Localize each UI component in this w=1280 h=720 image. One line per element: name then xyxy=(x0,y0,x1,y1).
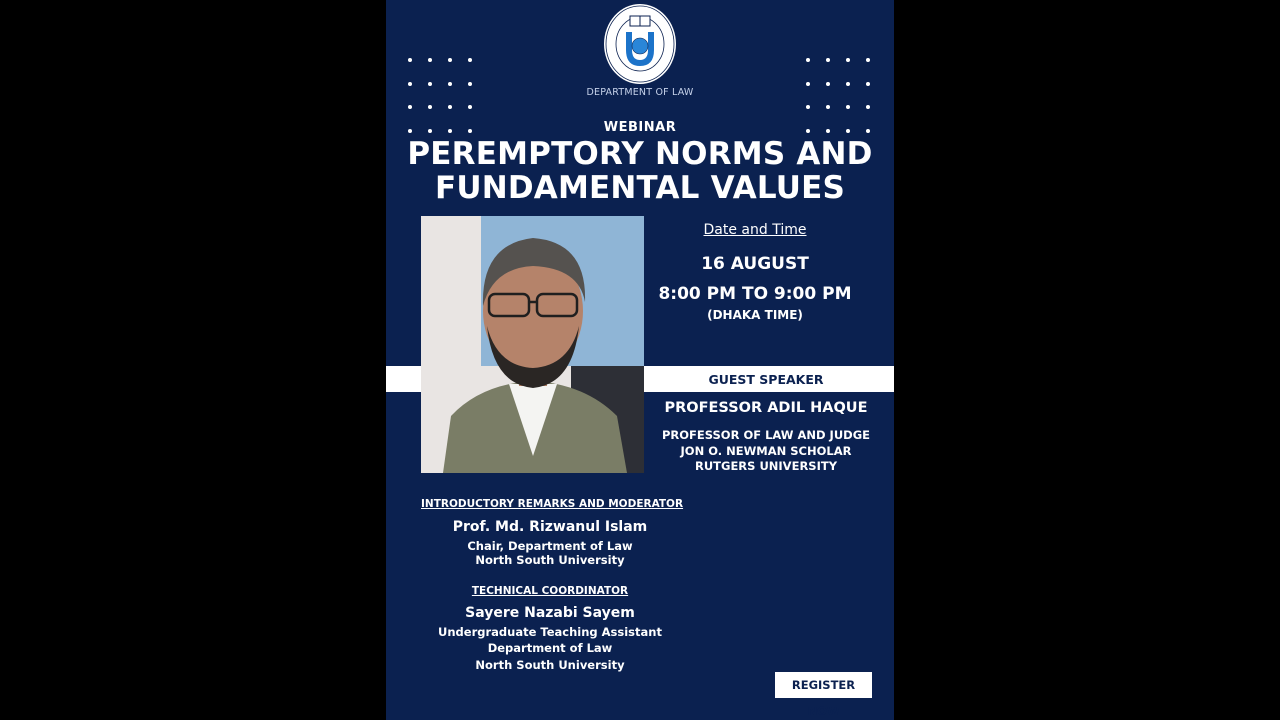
event-date: 16 AUGUST xyxy=(701,254,809,274)
event-type: WEBINAR xyxy=(603,120,677,135)
university-logo xyxy=(602,2,678,86)
guest-speaker-title-line: RUTGERS UNIVERSITY xyxy=(694,459,838,473)
moderator-info-line: Chair, Department of Law xyxy=(467,539,633,553)
event-time: 8:00 PM TO 9:00 PM xyxy=(658,284,852,304)
title-line-2: FUNDAMENTAL VALUES xyxy=(434,170,846,206)
coordinator-info-line: North South University xyxy=(475,658,625,672)
coordinator-info-line: Department of Law xyxy=(487,641,613,655)
coordinator-info-line: Undergraduate Teaching Assistant xyxy=(438,625,662,639)
coordinator-name: Sayere Nazabi Sayem xyxy=(465,605,635,621)
guest-speaker-label: GUEST SPEAKER xyxy=(708,372,824,387)
date-time-label: Date and Time xyxy=(703,222,807,238)
register-now-button[interactable]: REGISTER NOW xyxy=(775,672,872,698)
webinar-poster xyxy=(386,0,894,720)
moderator-info-line: North South University xyxy=(475,553,625,567)
title-line-1: PEREMPTORY NORMS AND xyxy=(407,136,873,172)
coordinator-label: TECHNICAL COORDINATOR xyxy=(471,585,629,597)
guest-speaker-title-line: JON O. NEWMAN SCHOLAR xyxy=(680,444,852,458)
event-timezone: (DHAKA TIME) xyxy=(707,308,803,322)
moderator-name: Prof. Md. Rizwanul Islam xyxy=(452,519,648,535)
webinar-title xyxy=(386,137,894,205)
department-label: DEPARTMENT OF LAW xyxy=(586,87,694,98)
speaker-photo xyxy=(421,216,644,473)
moderator-label: INTRODUCTORY REMARKS AND MODERATOR xyxy=(421,498,684,510)
guest-speaker-name: PROFESSOR ADIL HAQUE xyxy=(664,400,868,416)
guest-speaker-title-line: PROFESSOR OF LAW AND JUDGE xyxy=(661,428,871,442)
